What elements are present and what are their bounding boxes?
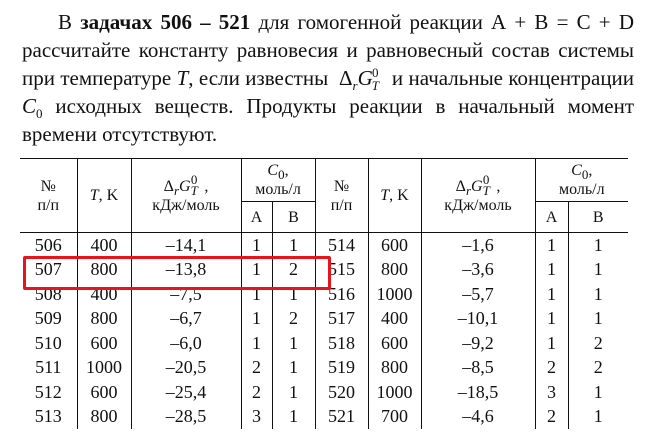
cell-number: 520 (315, 380, 368, 405)
g-symbol: G (357, 66, 373, 90)
header-temperature (368, 159, 421, 233)
cell-number: 518 (315, 331, 368, 356)
text-part: для гомогенной реакции А + В = С + D рассчитайте константу равновесия и равновесный состав системы при температуре (22, 10, 634, 90)
cell-number: 517 (315, 307, 368, 332)
cell-conc-a: 1 (535, 282, 568, 307)
cell-number: 514 (315, 233, 368, 258)
g: G (179, 177, 191, 195)
table-body (20, 233, 628, 430)
cell-conc-b: 1 (568, 380, 628, 405)
comma: , (204, 177, 209, 195)
sup-0: 0 (482, 172, 490, 188)
gibbs-symbol (339, 65, 386, 94)
text-part: и начальные концентрации (391, 66, 635, 90)
sub-t: T (190, 182, 198, 198)
cell-gibbs-energy: –3,6 (421, 258, 535, 283)
header-number (315, 159, 368, 233)
cell-gibbs-energy: –14,1 (131, 233, 241, 258)
cell-conc-b: 1 (272, 282, 315, 307)
table-row (20, 405, 628, 430)
sub-t: T (371, 78, 379, 94)
cell-temperature: 800 (368, 258, 421, 283)
cell-gibbs-energy: –1,6 (421, 233, 535, 258)
cell-temperature: 700 (368, 405, 421, 430)
cell-conc-b: 1 (568, 405, 628, 430)
cell-gibbs-energy: –28,5 (131, 405, 241, 430)
cell-number: 521 (315, 405, 368, 430)
data-table (20, 158, 628, 429)
cell-conc-a: 1 (241, 258, 272, 283)
cell-number: 508 (34, 283, 62, 304)
cell-conc-b: 2 (568, 331, 628, 356)
header-a: А (535, 202, 568, 233)
cell-gibbs-energy: –9,2 (421, 331, 535, 356)
cell-number: 513 (34, 406, 62, 427)
sub-r: r (173, 182, 180, 198)
t-unit: , K (98, 187, 119, 204)
cell-conc-b: 1 (568, 307, 628, 332)
cell-conc-a: 1 (241, 331, 272, 356)
cell-number: 516 (315, 282, 368, 307)
text-part: исходных веществ. Продукты реакции в начальный момент времени отсутствуют. (22, 94, 635, 146)
cell-conc-a: 2 (535, 356, 568, 381)
delta: Δ (455, 177, 466, 195)
comma: , (284, 162, 289, 179)
num-top: № (40, 177, 56, 195)
cell-gibbs-energy: –25,4 (131, 380, 241, 405)
cell-temperature: 400 (77, 282, 131, 307)
cell-conc-a: 1 (535, 331, 568, 356)
cell-temperature: 800 (77, 405, 131, 430)
cell-gibbs-energy: –6,7 (131, 307, 241, 332)
gibbs-unit: кДж/моль (152, 196, 220, 214)
cell-gibbs-energy: –13,8 (131, 258, 241, 283)
comma: , (588, 162, 593, 179)
table-row (20, 331, 628, 356)
sub-r: r (465, 182, 472, 198)
cell-number: 515 (315, 258, 368, 283)
cell-conc-a: 3 (241, 405, 272, 430)
cell-temperature: 400 (368, 307, 421, 332)
cell-conc-a: 1 (535, 307, 568, 332)
cell-number: 506 (34, 234, 62, 255)
c0-unit: моль/л (558, 181, 605, 198)
text-part: В (58, 10, 73, 34)
cell-gibbs-energy: –7,5 (131, 282, 241, 307)
cell-conc-b: 1 (568, 258, 628, 283)
num-bottom: п/п (330, 196, 353, 214)
cell-conc-a: 1 (535, 233, 568, 258)
cell-conc-b: 1 (272, 233, 315, 258)
cell-gibbs-energy: –20,5 (131, 356, 241, 381)
cell-number: 511 (35, 357, 62, 378)
cell-temperature: 400 (77, 233, 131, 258)
comma: , (496, 177, 501, 195)
header-b: В (568, 202, 628, 233)
cell-number: 519 (315, 356, 368, 381)
t-symbol: T (380, 187, 390, 204)
cell-conc-a: 2 (241, 380, 272, 405)
cell-conc-a: 1 (241, 233, 272, 258)
header-number (20, 159, 77, 233)
cell-conc-b: 1 (568, 282, 628, 307)
gibbs-unit: кДж/моль (444, 196, 512, 214)
g: G (471, 177, 483, 195)
cell-temperature: 1000 (368, 380, 421, 405)
temperature-symbol: T (176, 66, 189, 90)
sup-0: 0 (371, 65, 379, 80)
cell-number: 512 (34, 381, 62, 402)
cell-temperature: 800 (368, 356, 421, 381)
cell-temperature: 1000 (77, 356, 131, 381)
cell-conc-b: 1 (272, 380, 315, 405)
header-gibbs (421, 159, 535, 233)
cell-gibbs-energy: –5,7 (421, 282, 535, 307)
sub-t: T (482, 182, 490, 198)
num-bottom: п/п (37, 196, 60, 214)
cell-temperature: 600 (368, 233, 421, 258)
cell-conc-a: 2 (535, 405, 568, 430)
sub-0: 0 (36, 106, 43, 122)
table-row (20, 258, 628, 283)
header-c0 (535, 159, 628, 202)
problem-statement (22, 8, 634, 148)
header-gibbs (131, 159, 241, 233)
table-row (20, 307, 628, 332)
c0-unit: моль/л (255, 181, 301, 198)
cell-temperature: 600 (77, 331, 131, 356)
c-symbol: C (267, 162, 279, 179)
task-range: задачах 506 – 521 (80, 10, 251, 34)
cell-conc-a: 2 (241, 356, 272, 381)
sub-r: r (352, 78, 358, 94)
cell-conc-a: 3 (535, 380, 568, 405)
c-symbol: C (571, 162, 582, 179)
num-top: № (333, 177, 350, 195)
header-c0 (241, 159, 315, 202)
cell-number: 509 (34, 308, 62, 329)
t-symbol: T (89, 187, 99, 204)
table-row (20, 356, 628, 381)
table-row (20, 282, 628, 307)
cell-gibbs-energy: –6,0 (131, 331, 241, 356)
cell-temperature: 1000 (368, 282, 421, 307)
delta-symbol: Δ (339, 66, 353, 90)
c-symbol: C (22, 94, 37, 118)
header-b: В (272, 202, 315, 233)
cell-conc-b: 2 (272, 258, 315, 283)
cell-conc-b: 1 (272, 405, 315, 430)
t-unit: , K (389, 187, 409, 204)
table-row (20, 380, 628, 405)
cell-temperature: 800 (77, 258, 131, 283)
cell-conc-a: 1 (535, 258, 568, 283)
cell-conc-b: 2 (272, 307, 315, 332)
delta: Δ (163, 177, 174, 195)
cell-gibbs-energy: –4,6 (421, 405, 535, 430)
sub-0: 0 (278, 167, 285, 183)
sub-0: 0 (581, 167, 589, 183)
cell-conc-b: 1 (568, 233, 628, 258)
cell-conc-b: 1 (272, 356, 315, 381)
header-temperature (77, 159, 131, 233)
header-a: А (241, 202, 272, 233)
cell-temperature: 600 (368, 331, 421, 356)
cell-conc-b: 2 (568, 356, 628, 381)
sup-0: 0 (190, 172, 198, 188)
cell-temperature: 600 (77, 380, 131, 405)
cell-number: 510 (34, 332, 62, 353)
cell-conc-a: 1 (241, 307, 272, 332)
cell-temperature: 800 (77, 307, 131, 332)
text-part: , если известны (188, 66, 329, 90)
cell-gibbs-energy: –18,5 (421, 380, 535, 405)
table-row (20, 233, 628, 258)
cell-gibbs-energy: –8,5 (421, 356, 535, 381)
cell-gibbs-energy: –10,1 (421, 307, 535, 332)
cell-conc-b: 1 (272, 331, 315, 356)
cell-conc-a: 1 (241, 282, 272, 307)
cell-number: 507 (34, 259, 62, 280)
